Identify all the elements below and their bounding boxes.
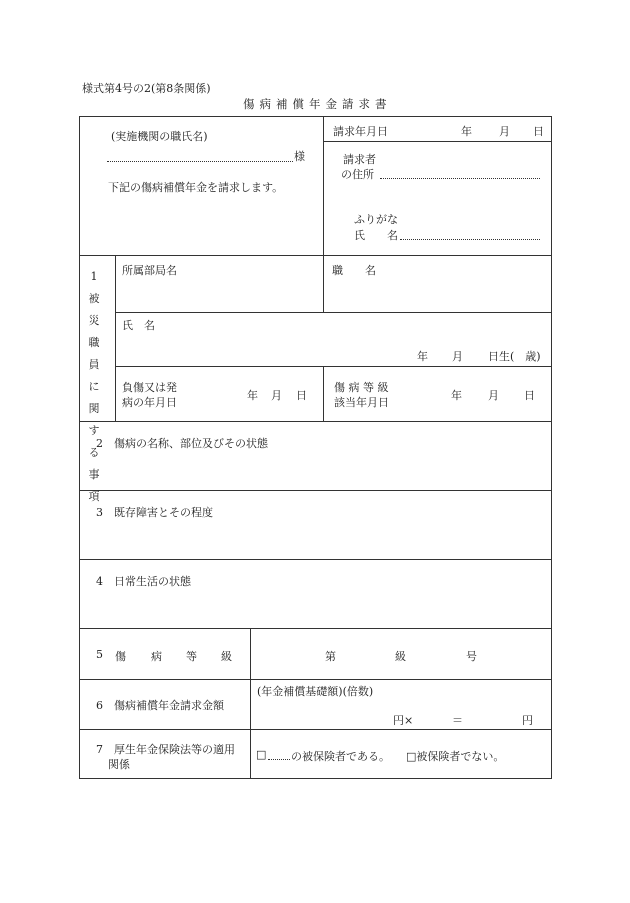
form-number: 様式第4号の2(第8条関係) [82,82,211,95]
form-title: 傷病補償年金請求書 [243,97,392,111]
equals-sign: ＝ [452,714,463,727]
grade-day: 日 [524,389,535,402]
claimant-label-2: の住所 [341,168,374,181]
pension-basis-label: (年金補償基礎額)(倍数) [257,685,374,698]
grade-dai: 第 [325,650,336,663]
birth-suffix: 日生( 歳) [488,350,541,363]
section6-label: 6 傷病補償年金請求金額 [96,699,224,712]
section5-char-4: 級 [221,650,232,663]
claimant-name-label: 氏 名 [354,229,398,242]
grade-year: 年 [451,389,462,402]
section1-vertical-label: 1 被災 職員 に関 する 事項 [88,270,100,503]
yen-label: 円 [522,714,533,727]
injury-month: 月 [271,389,282,402]
request-day: 日 [533,125,544,138]
request-date-label: 請求年月日 [333,125,388,138]
section5-number: 5 [96,648,103,661]
injury-year: 年 [247,389,258,402]
grade-label-1: 傷 病 等 級 [334,381,389,394]
section5-char-3: 等 [186,650,197,663]
injury-day: 日 [296,389,307,402]
section4-label: 4 日常生活の状態 [96,575,191,588]
request-text: 下記の傷病補償年金を請求します。 [108,181,284,194]
insured-text: の被保険者である。 [291,750,390,763]
yen-times: 円× [393,714,414,727]
insured-checkbox[interactable]: □ [256,748,267,761]
furigana-label: ふりがな [354,213,398,226]
section2-label: 2 傷病の名称、部位及びその状態 [96,437,268,450]
grade-label-2: 該当年月日 [334,396,389,409]
injury-label-2: 病の年月日 [122,396,177,409]
birth-month: 月 [452,350,463,363]
section5-char-1: 傷 [115,650,126,663]
grade-kyu: 級 [395,650,406,663]
not-insured-option[interactable]: □被保険者でない。 [406,750,505,763]
sama-label: 様 [294,150,305,163]
grade-month: 月 [488,389,499,402]
birth-year: 年 [417,350,428,363]
grade-go: 号 [466,650,477,663]
section7-label-2: 関係 [108,758,130,771]
request-month: 月 [499,125,510,138]
claimant-label-1: 請求者 [343,153,376,166]
employee-name-label: 氏 名 [122,319,155,332]
section7-label-1: 7 厚生年金保険法等の適用 [96,743,235,756]
position-label: 職 名 [332,264,376,277]
section5-char-2: 病 [151,650,162,663]
request-year: 年 [461,125,472,138]
section3-label: 3 既存障害とその程度 [96,506,213,519]
institution-label: (実施機関の職氏名) [111,130,208,143]
injury-label-1: 負傷又は発 [122,381,177,394]
department-label: 所属部局名 [122,264,177,277]
